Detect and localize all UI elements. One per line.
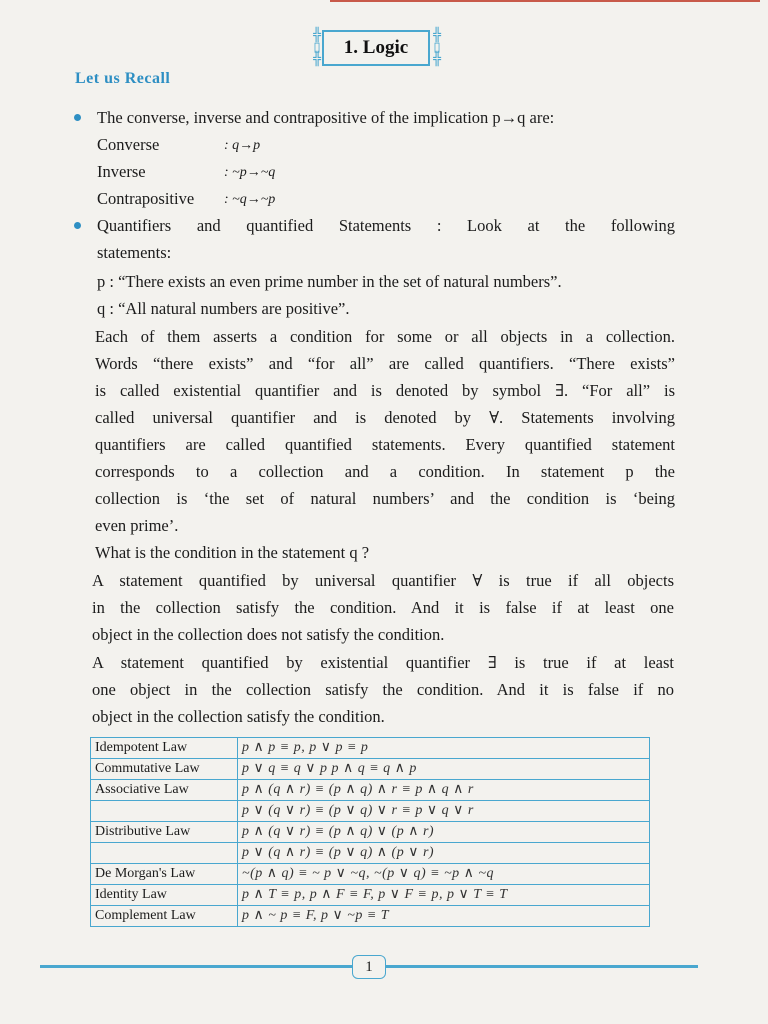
q-statement: q : “All natural numbers are positive”. bbox=[97, 299, 350, 318]
table-row bbox=[91, 738, 650, 759]
law-name: De Morgan's Law bbox=[91, 864, 238, 885]
law-name: Distributive Law bbox=[91, 822, 238, 843]
table-row bbox=[91, 822, 650, 843]
section-title: Let us Recall bbox=[75, 70, 171, 87]
term-value-converse: : q→p bbox=[224, 138, 261, 153]
para1-line: called universal quantifier and is denoted by ∀. Statements involving bbox=[95, 408, 675, 427]
table-row bbox=[91, 906, 650, 927]
table-row bbox=[91, 864, 650, 885]
law-formula: p ∧ (q ∧ r) ≡ (p ∧ q) ∧ r ≡ p ∧ q ∧ r bbox=[238, 780, 650, 801]
law-name: Idempotent Law bbox=[91, 738, 238, 759]
table-row bbox=[91, 843, 650, 864]
para1-line: quantifiers are called quantified statements. Every quantified statement bbox=[95, 435, 675, 454]
bullet-icon bbox=[74, 222, 81, 229]
term-label-inverse: Inverse bbox=[97, 162, 146, 181]
law-formula: p ∧ p ≡ p, p ∨ p ≡ p bbox=[238, 738, 650, 759]
table-row bbox=[91, 759, 650, 780]
bullet2-intro-line2: statements: bbox=[97, 243, 172, 262]
law-name: Complement Law bbox=[91, 906, 238, 927]
law-formula: p ∧ T ≡ p, p ∧ F ≡ F, p ∨ F ≡ p, p ∨ T ≡ T bbox=[238, 885, 650, 906]
para2-line: object in the collection does not satisfy the condition. bbox=[92, 625, 445, 644]
para3-line: one object in the collection satisfy the condition. And it is false if no bbox=[92, 680, 674, 699]
para1-line: Words “there exists” and “for all” are called quantifiers. “There exists” bbox=[95, 354, 675, 373]
para2-line: in the collection satisfy the condition. And it is false if at least one bbox=[92, 598, 674, 617]
law-formula: p ∧ (q ∨ r) ≡ (p ∧ q) ∨ (p ∧ r) bbox=[238, 822, 650, 843]
page-number: 1 bbox=[352, 955, 386, 979]
right-ornament-icon: ╬ ▯ ╬ bbox=[433, 28, 441, 67]
table-row bbox=[91, 801, 650, 822]
para1-line: collection is ‘the set of natural numbers’ and the condition is ‘being bbox=[95, 489, 675, 508]
law-formula: ~(p ∧ q) ≡ ~ p ∨ ~q, ~(p ∨ q) ≡ ~p ∧ ~q bbox=[238, 864, 650, 885]
term-value-inverse: : ~p→~q bbox=[224, 165, 276, 180]
term-label-converse: Converse bbox=[97, 135, 160, 154]
para1-line: corresponds to a collection and a condition. In statement p the bbox=[95, 462, 675, 481]
laws-table bbox=[90, 737, 650, 927]
para3-line: object in the collection satisfy the condition. bbox=[92, 707, 385, 726]
bullet2-intro-line1: Quantifiers and quantified Statements : Look at the following bbox=[97, 216, 675, 235]
para1-line: even prime’. bbox=[95, 516, 179, 535]
law-formula: p ∨ q ≡ q ∨ p p ∧ q ≡ q ∧ p bbox=[238, 759, 650, 780]
para1-line: Each of them asserts a condition for some or all objects in a collection. bbox=[95, 327, 675, 346]
para1-line: is called existential quantifier and is denoted by symbol ∃. “For all” is bbox=[95, 381, 675, 400]
law-name: Identity Law bbox=[91, 885, 238, 906]
table-row bbox=[91, 885, 650, 906]
law-name bbox=[91, 801, 238, 822]
top-decorative-rule bbox=[330, 0, 760, 2]
chapter-title: 1. Logic bbox=[322, 30, 430, 66]
law-name: Commutative Law bbox=[91, 759, 238, 780]
law-formula: p ∨ (q ∧ r) ≡ (p ∨ q) ∧ (p ∨ r) bbox=[238, 843, 650, 864]
para3-line: A statement quantified by existential quantifier ∃ is true if at least bbox=[92, 653, 674, 672]
law-formula: p ∨ (q ∨ r) ≡ (p ∨ q) ∨ r ≡ p ∨ q ∨ r bbox=[238, 801, 650, 822]
left-ornament-icon: ╬ ▯ ╬ bbox=[313, 28, 321, 67]
bullet-icon bbox=[74, 114, 81, 121]
term-label-contrapositive: Contrapositive bbox=[97, 189, 195, 208]
bullet1-intro: The converse, inverse and contrapositive of the implication p→q are: bbox=[97, 108, 555, 127]
p-statement: p : “There exists an even prime number in the set of natural numbers”. bbox=[97, 272, 562, 291]
para2-line: A statement quantified by universal quantifier ∀ is true if all objects bbox=[92, 571, 674, 590]
table-row bbox=[91, 780, 650, 801]
question-line: What is the condition in the statement q ? bbox=[95, 543, 370, 562]
law-formula: p ∧ ~ p ≡ F, p ∨ ~p ≡ T bbox=[238, 906, 650, 927]
law-name: Associative Law bbox=[91, 780, 238, 801]
law-name bbox=[91, 843, 238, 864]
term-value-contrapositive: : ~q→~p bbox=[224, 192, 276, 207]
